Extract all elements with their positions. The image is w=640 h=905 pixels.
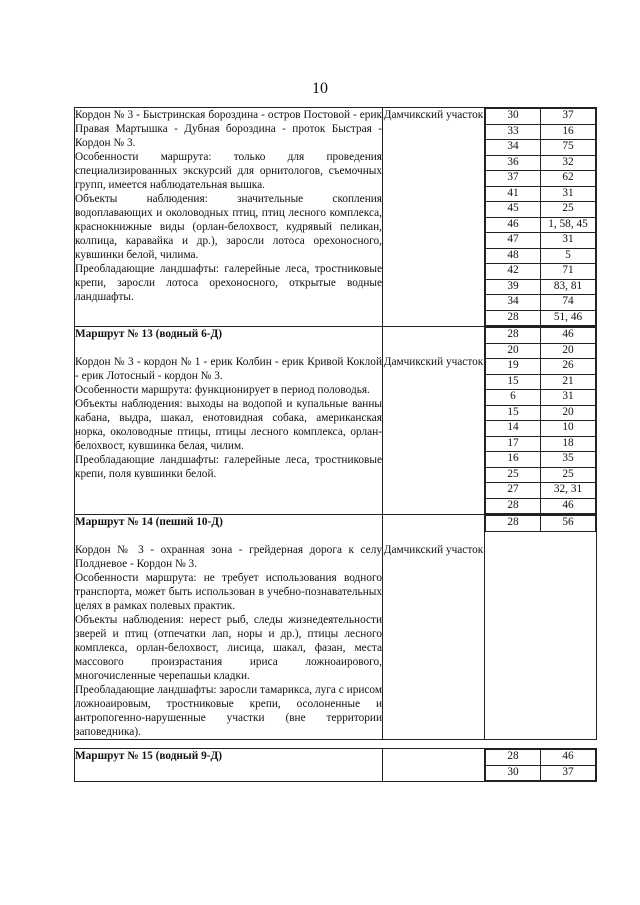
quarter-number: 45 (486, 202, 541, 218)
route-numbers-cell (485, 749, 597, 782)
quarter-number: 28 (486, 750, 541, 766)
route-numbers-table (485, 515, 596, 532)
section-numbers: 26 (541, 359, 596, 375)
route-area-text: Дамчикский участок (383, 356, 484, 368)
route-objects-text: Объекты наблюдения: нерест рыб, следы жизнедеятельности зверей и птиц (отпечатки лап, норы и др.), птицы лесного комплекса, орлан-белохвост, лисица, шакал, фазан, места массового произрастания ириса ложноаирового, многочисленные черепашьи кладки. (75, 614, 382, 682)
section-numbers: 25 (541, 202, 596, 218)
numbers-row (486, 452, 596, 468)
route-row-13 (75, 327, 597, 515)
numbers-row (486, 171, 596, 187)
route-numbers-cell (485, 108, 597, 327)
quarter-number: 28 (486, 310, 541, 326)
quarter-number: 34 (486, 140, 541, 156)
route-header: Маршрут № 15 (водный 9-Д) (75, 750, 223, 762)
numbers-row (486, 390, 596, 406)
quarter-number: 46 (486, 217, 541, 233)
route-landscapes-text: Преобладающие ландшафты: галерейные леса, тростниковые крепи, заросли лотоса орехоносного, открытые водные ландшафты. (75, 263, 382, 303)
section-numbers: 37 (541, 109, 596, 125)
routes-table (74, 107, 597, 782)
numbers-row (486, 217, 596, 233)
route-description-cell (75, 108, 383, 327)
quarter-number: 25 (486, 467, 541, 483)
quarter-number: 15 (486, 405, 541, 421)
route-features-text: Особенности маршрута: не требует использования водного транспорта, может быть использован в учебно-познавательных целях в рамках полевых практик. (75, 572, 382, 612)
section-numbers: 46 (541, 328, 596, 344)
route-numbers-cell (485, 515, 597, 740)
route-row-continued (75, 108, 597, 327)
quarter-number: 48 (486, 248, 541, 264)
quarter-number: 15 (486, 374, 541, 390)
route-numbers-cell (485, 327, 597, 515)
quarter-number: 36 (486, 155, 541, 171)
section-numbers: 18 (541, 436, 596, 452)
section-numbers: 46 (541, 498, 596, 514)
section-numbers: 16 (541, 124, 596, 140)
numbers-row (486, 436, 596, 452)
numbers-row (486, 405, 596, 421)
route-path-text: Кордон № 3 - охранная зона - грейдерная дорога к селу Полдневое - Кордон № 3. (75, 544, 382, 570)
route-features-text: Особенности маршрута: функционирует в период половодья. (75, 384, 370, 396)
numbers-row (486, 343, 596, 359)
route-objects-text: Объекты наблюдения: выходы на водопой и купальные ванны кабана, выдра, шакал, енотовидная собака, американская норка, околоводные птицы, птицы лесного комплекса, орлан-белохвост, кувшинка белая, чилим. (75, 398, 382, 452)
section-numbers: 25 (541, 467, 596, 483)
section-numbers: 75 (541, 140, 596, 156)
section-numbers: 37 (541, 765, 596, 781)
quarter-number: 20 (486, 343, 541, 359)
numbers-row (486, 140, 596, 156)
quarter-number: 33 (486, 124, 541, 140)
route-numbers-table (485, 327, 596, 514)
numbers-row (486, 186, 596, 202)
numbers-row (486, 498, 596, 514)
numbers-row (486, 155, 596, 171)
quarter-number: 42 (486, 264, 541, 280)
section-numbers: 21 (541, 374, 596, 390)
route-path-text: Кордон № 3 - Быстринская бороздина - остров Постовой - ерик Правая Мартышка - Дубная бороздина - проток Быстрая - Кордон № 3. (75, 109, 382, 149)
page-number: 10 (312, 80, 328, 97)
route-header: Маршрут № 13 (водный 6-Д) (75, 328, 223, 340)
section-numbers: 5 (541, 248, 596, 264)
quarter-number: 30 (486, 765, 541, 781)
section-numbers: 35 (541, 452, 596, 468)
section-numbers: 32, 31 (541, 483, 596, 499)
route-area-cell (383, 515, 485, 740)
numbers-row (486, 359, 596, 375)
route-features-text: Особенности маршрута: только для проведения специализированных экскурсий для орнитологов, съемочных групп, имеется наблюдательная вышка. (75, 151, 382, 191)
section-numbers: 20 (541, 343, 596, 359)
numbers-row (486, 264, 596, 280)
route-row-14 (75, 515, 597, 740)
section-numbers: 46 (541, 750, 596, 766)
numbers-row (486, 421, 596, 437)
numbers-row (486, 750, 596, 766)
quarter-number: 14 (486, 421, 541, 437)
route-description-cell (75, 515, 383, 740)
numbers-row (486, 328, 596, 344)
numbers-row (486, 516, 596, 532)
route-row-15 (75, 749, 597, 782)
route-area-cell: Дамчикский участок (383, 108, 485, 327)
route-path-text: Кордон № 3 - кордон № 1 - ерик Колбин - ерик Кривой Коклой - ерик Лотосный - кордон № 3. (75, 356, 382, 382)
numbers-row (486, 279, 596, 295)
section-numbers: 31 (541, 186, 596, 202)
section-numbers: 10 (541, 421, 596, 437)
quarter-number: 17 (486, 436, 541, 452)
route-area-text: Дамчикский участок (383, 544, 484, 556)
numbers-row (486, 374, 596, 390)
numbers-row (486, 248, 596, 264)
quarter-number: 6 (486, 390, 541, 406)
section-numbers: 62 (541, 171, 596, 187)
route-area-cell (383, 749, 485, 782)
quarter-number: 37 (486, 171, 541, 187)
quarter-number: 34 (486, 295, 541, 311)
section-numbers: 51, 46 (541, 310, 596, 326)
numbers-row (486, 109, 596, 125)
route-objects-text: Объекты наблюдения: значительные скопления водоплавающих и околоводных птиц, птиц лесного комплекса, краснокнижные виды (орлан-белохвост, кудрявый пеликан, колпица, каравайка и др.), заросли лотоса орехоносного, кувшинки белой, чилима. (75, 193, 382, 261)
quarter-number: 28 (486, 516, 541, 532)
quarter-number: 27 (486, 483, 541, 499)
table-spacer (75, 740, 597, 749)
quarter-number: 41 (486, 186, 541, 202)
section-numbers: 31 (541, 390, 596, 406)
quarter-number: 39 (486, 279, 541, 295)
quarter-number: 28 (486, 498, 541, 514)
quarter-number: 19 (486, 359, 541, 375)
numbers-row (486, 295, 596, 311)
numbers-row (486, 124, 596, 140)
route-numbers-table (485, 108, 596, 326)
section-numbers: 83, 81 (541, 279, 596, 295)
numbers-row (486, 233, 596, 249)
section-numbers: 31 (541, 233, 596, 249)
route-header: Маршрут № 14 (пеший 10-Д) (75, 516, 223, 528)
numbers-row (486, 765, 596, 781)
route-landscapes-text: Преобладающие ландшафты: галерейные леса, тростниковые крепи, поля кувшинки белой. (75, 454, 382, 480)
route-landscapes-text: Преобладающие ландшафты: заросли тамарикса, луга с ирисом ложноаировым, тростниковые крепи, осолоненные и антропогенно-нарушенные участки (вне территории заповедника). (75, 684, 382, 738)
route-description-cell (75, 749, 383, 782)
quarter-number: 47 (486, 233, 541, 249)
section-numbers: 56 (541, 516, 596, 532)
route-description-cell (75, 327, 383, 515)
section-numbers: 20 (541, 405, 596, 421)
quarter-number: 16 (486, 452, 541, 468)
numbers-row (486, 483, 596, 499)
route-numbers-table (485, 749, 596, 781)
route-area-cell (383, 327, 485, 515)
section-numbers: 32 (541, 155, 596, 171)
quarter-number: 28 (486, 328, 541, 344)
numbers-row (486, 202, 596, 218)
section-numbers: 1, 58, 45 (541, 217, 596, 233)
numbers-row (486, 310, 596, 326)
numbers-row (486, 467, 596, 483)
section-numbers: 74 (541, 295, 596, 311)
quarter-number: 30 (486, 109, 541, 125)
section-numbers: 71 (541, 264, 596, 280)
